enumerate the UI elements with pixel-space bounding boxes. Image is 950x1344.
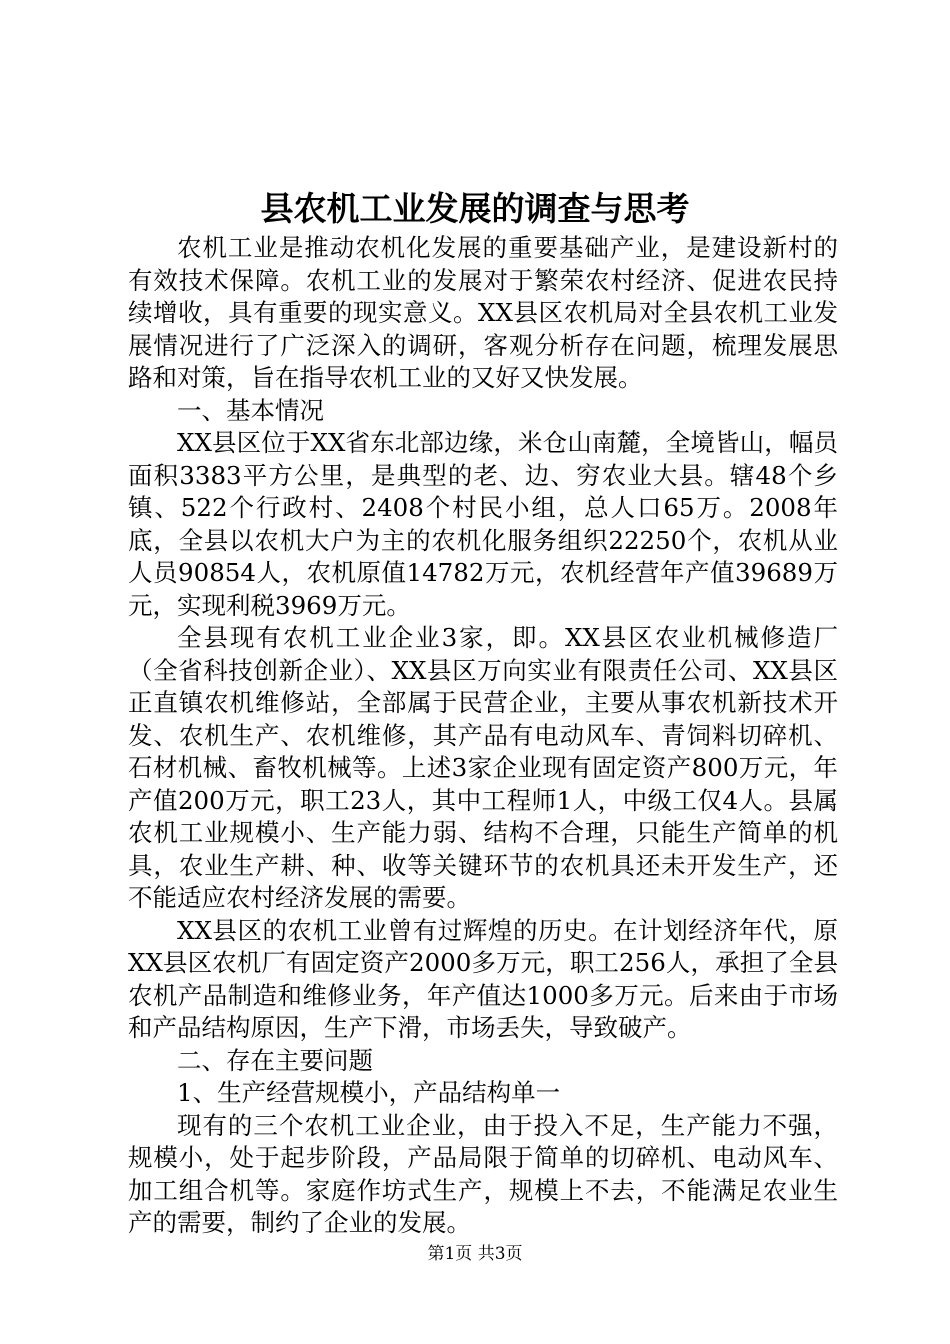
page-title: 县农机工业发展的调查与思考 [260,189,690,228]
paragraph-county-overview: XX县区位于XX省东北部边缘，米仓山南麓，全境皆山，幅员面积3383平方公里，是典型的老、边、穷农业大县。辖48个乡镇、522个行政村、2408个村民小组，总人口65万。2008年底，全县以农机大户为主的农机化服务组织22250个，农机从业人员90854人，农机原值14782万元，农机经营年产值39689万元，实现利税3969万元。 [128,428,838,620]
paragraph-enterprises: 全县现有农机工业企业3家，即。XX县区农业机械修造厂（全省科技创新企业）、XX县区万向实业有限责任公司、XX县区正直镇农机维修站，全部属于民营企业，主要从事农机新技术开发、农机生产、农机维修，其产品有电动风车、青饲料切碎机、石材机械、畜牧机械等。上述3家企业现有固定资产800万元，年产值200万元，职工23人，其中工程师1人，中级工仅4人。县属农机工业规模小、生产能力弱、结构不合理，只能生产简单的机具，农业生产耕、种、收等关键环节的农机具还未开发生产，还不能适应农村经济发展的需要。 [128,623,838,912]
section-heading-basic-situation: 一、基本情况 [177,395,324,425]
paragraph-intro: 农机工业是推动农机化发展的重要基础产业，是建设新村的有效技术保障。农机工业的发展对于繁荣农村经济、促进农民持续增收，具有重要的现实意义。XX县区农机局对全县农机工业发展情况进行了广泛深入的调研，客观分析存在问题，梳理发展思路和对策，旨在指导农机工业的又好又快发展。 [128,233,838,392]
subheading-problem-1: 1、生产经营规模小，产品结构单一 [177,1078,561,1107]
document-body [128,232,838,1240]
page-footer: 第1页 共3页 [427,1244,523,1264]
paragraph-history: XX县区的农机工业曾有过辉煌的历史。在计划经济年代，原XX县区农机厂有固定资产2000多万元，职工256人，承担了全县农机产品制造和维修业务，年产值达1000多万元。后来由于市场和产品结构原因，生产下滑，市场丢失，导致破产。 [128,915,838,1042]
section-heading-main-problems: 二、存在主要问题 [177,1045,373,1075]
paragraph-problem-1: 现有的三个农机工业企业，由于投入不足，生产能力不强，规模小，处于起步阶段，产品局限于简单的切碎机、电动风车、加工组合机等。家庭作坊式生产，规模上不去，不能满足农业生产的需要，制约了企业的发展。 [128,1110,838,1237]
